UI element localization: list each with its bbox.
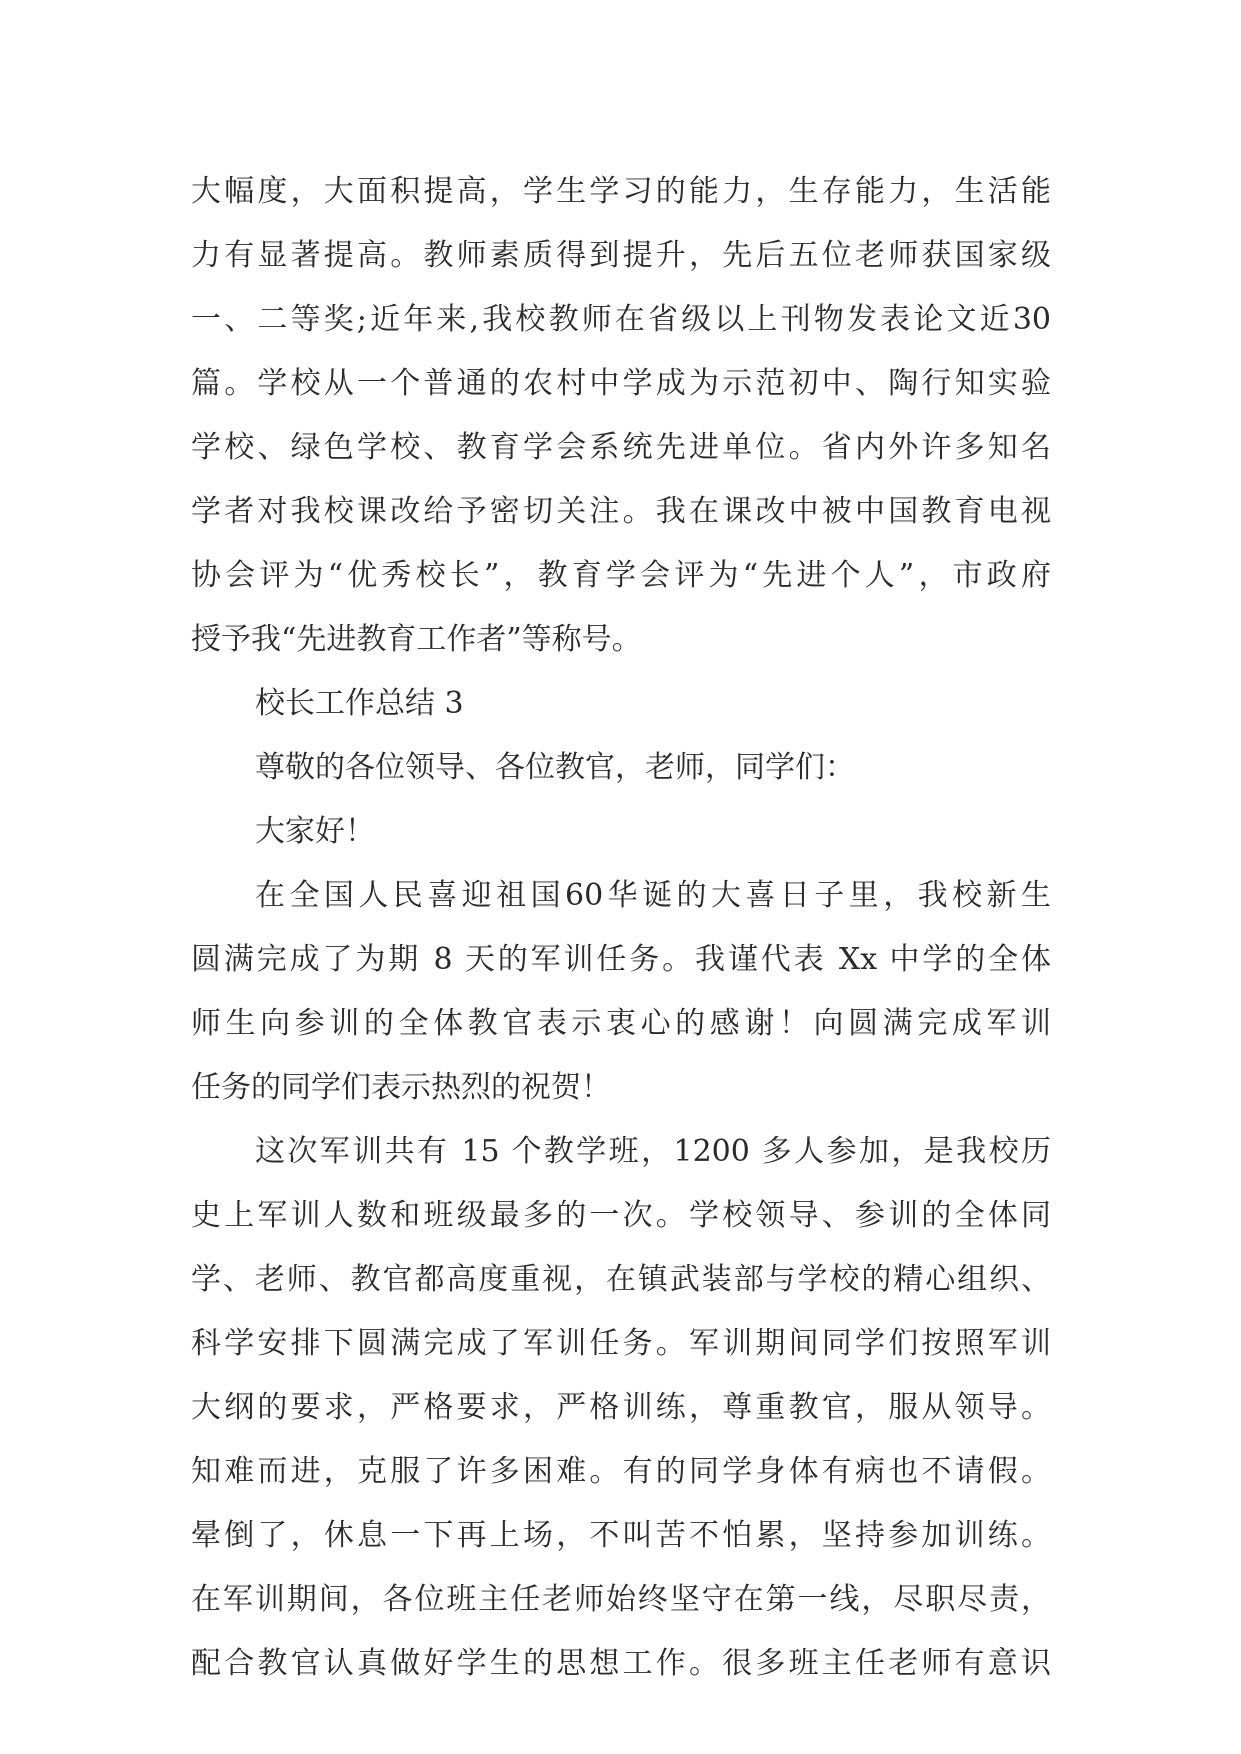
text-line: 圆满完成了为期 8 天的军训任务。我谨代表 Xx 中学的全体 (191, 942, 1051, 977)
text-line: 学校、绿色学校、教育学会系统先进单位。省内外许多知名 (191, 430, 1051, 465)
text-line: 学、老师、教官都高度重视，在镇武装部与学校的精心组织、 (191, 1262, 1051, 1297)
text-line: 史上军训人数和班级最多的一次。学校领导、参训的全体同 (191, 1198, 1051, 1233)
text-line: 知难而进，克服了许多困难。有的同学身体有病也不请假。 (191, 1454, 1051, 1489)
document-body (191, 160, 1051, 1696)
text-line: 这次军训共有 15 个教学班，1200 多人参加，是我校历 (255, 1134, 1051, 1169)
text-line: 师生向参训的全体教官表示衷心的感谢！向圆满完成军训 (191, 1006, 1051, 1041)
text-line: 在全国人民喜迎祖国60华诞的大喜日子里，我校新生 (255, 878, 1051, 913)
text-line: 配合教官认真做好学生的思想工作。很多班主任老师有意识 (191, 1646, 1051, 1681)
text-line: 一、二等奖;近年来,我校教师在省级以上刊物发表论文近30 (191, 302, 1051, 337)
section-heading: 校长工作总结 3 (255, 686, 464, 721)
text-line: 力有显著提高。教师素质得到提升，先后五位老师获国家级 (191, 238, 1051, 273)
text-line: 科学安排下圆满完成了军训任务。军训期间同学们按照军训 (191, 1326, 1051, 1361)
text-line: 协会评为“优秀校长”，教育学会评为“先进个人”，市政府 (191, 558, 1051, 593)
salutation: 尊敬的各位领导、各位教官，老师，同学们： (255, 750, 855, 785)
text-line: 大纲的要求，严格要求，严格训练，尊重教官，服从领导。 (191, 1390, 1051, 1425)
text-line: 授予我“先进教育工作者”等称号。 (191, 622, 642, 657)
greeting: 大家好！ (255, 814, 375, 849)
text-line: 篇。学校从一个普通的农村中学成为示范初中、陶行知实验 (191, 366, 1051, 401)
text-line: 任务的同学们表示热烈的祝贺！ (191, 1070, 611, 1105)
text-line: 学者对我校课改给予密切关注。我在课改中被中国教育电视 (191, 494, 1051, 529)
text-line: 大幅度，大面积提高，学生学习的能力，生存能力，生活能 (191, 174, 1051, 209)
text-line: 在军训期间，各位班主任老师始终坚守在第一线，尽职尽责， (191, 1582, 1051, 1617)
text-line: 晕倒了，休息一下再上场，不叫苦不怕累，坚持参加训练。 (191, 1518, 1051, 1553)
